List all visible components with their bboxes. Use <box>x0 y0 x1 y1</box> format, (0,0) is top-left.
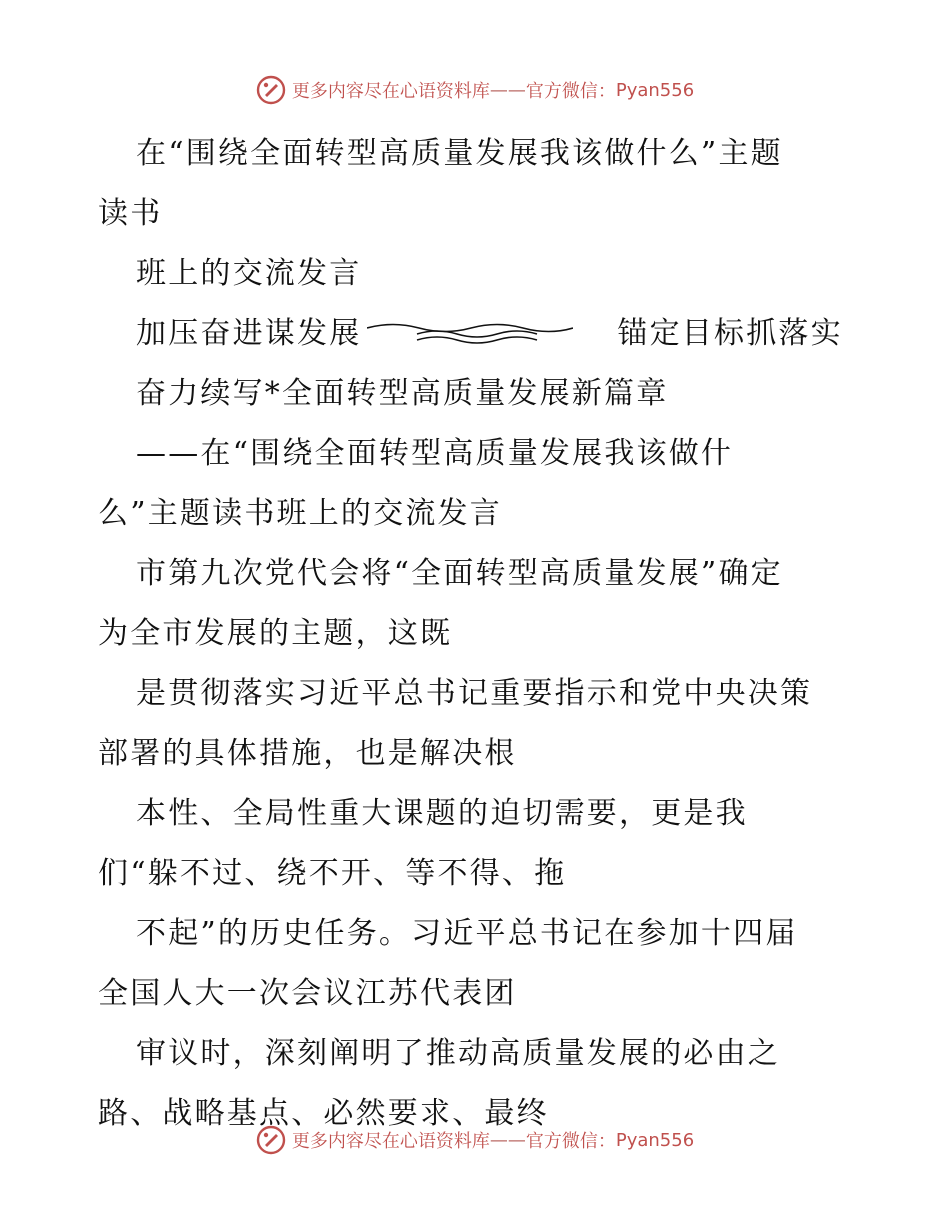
heading-row <box>98 304 858 364</box>
wavy-dash-icon <box>367 319 573 349</box>
para1-line-1: 市第九次党代会将“全面转型高质量发展”确定 <box>136 556 783 591</box>
heading-right: 锚定目标抓落实 <box>617 316 843 351</box>
banner-wechat-id: Pyan556 <box>615 79 695 101</box>
banner-main-text: 更多内容尽在心语资料库 <box>291 81 490 102</box>
banner-official-text: 官方微信： <box>525 81 616 102</box>
title-line-1: 在“围绕全面转型高质量发展我该做什么”主题 <box>136 136 783 171</box>
heading-line-2: 奋力续写*全面转型高质量发展新篇章 <box>136 376 669 411</box>
header-watermark-banner <box>0 72 950 108</box>
logo-icon <box>256 75 286 105</box>
title-line-3: 班上的交流发言 <box>136 256 362 291</box>
logo-icon <box>256 1125 286 1155</box>
para4-line-2: 全国人大一次会议江苏代表团 <box>98 976 517 1011</box>
subtitle-line-2: 么”主题读书班上的交流发言 <box>98 496 502 531</box>
heading-left: 加压奋进谋发展 <box>136 316 362 351</box>
para3-line-2: 们“躲不过、绕不开、等不得、拖 <box>98 856 567 891</box>
para5-line-2: 路、战略基点、必然要求、最终 <box>98 1096 549 1131</box>
para2-line-1: 是贯彻落实习近平总书记重要指示和党中央决策 <box>136 676 813 711</box>
para2-line-2: 部署的具体措施，也是解决根 <box>98 736 517 771</box>
para3-line-1: 本性、全局性重大课题的迫切需要，更是我 <box>136 796 748 831</box>
banner-main-text: 更多内容尽在心语资料库 <box>291 1131 490 1152</box>
para4-line-1: 不起”的历史任务。习近平总书记在参加十四届 <box>136 916 798 951</box>
para1-line-2: 为全市发展的主题，这既 <box>98 616 453 651</box>
document-body <box>98 124 858 1144</box>
footer-watermark-banner <box>0 1122 950 1158</box>
banner-official-text: 官方微信： <box>525 1131 616 1152</box>
subtitle-line-1: ——在“围绕全面转型高质量发展我该做什 <box>136 436 734 471</box>
banner-separator: —— <box>489 79 526 101</box>
banner-separator: —— <box>489 1129 526 1151</box>
para5-line-1: 审议时，深刻阐明了推动高质量发展的必由之 <box>136 1036 780 1071</box>
banner-wechat-id: Pyan556 <box>615 1129 695 1151</box>
title-line-2: 读书 <box>98 196 163 231</box>
